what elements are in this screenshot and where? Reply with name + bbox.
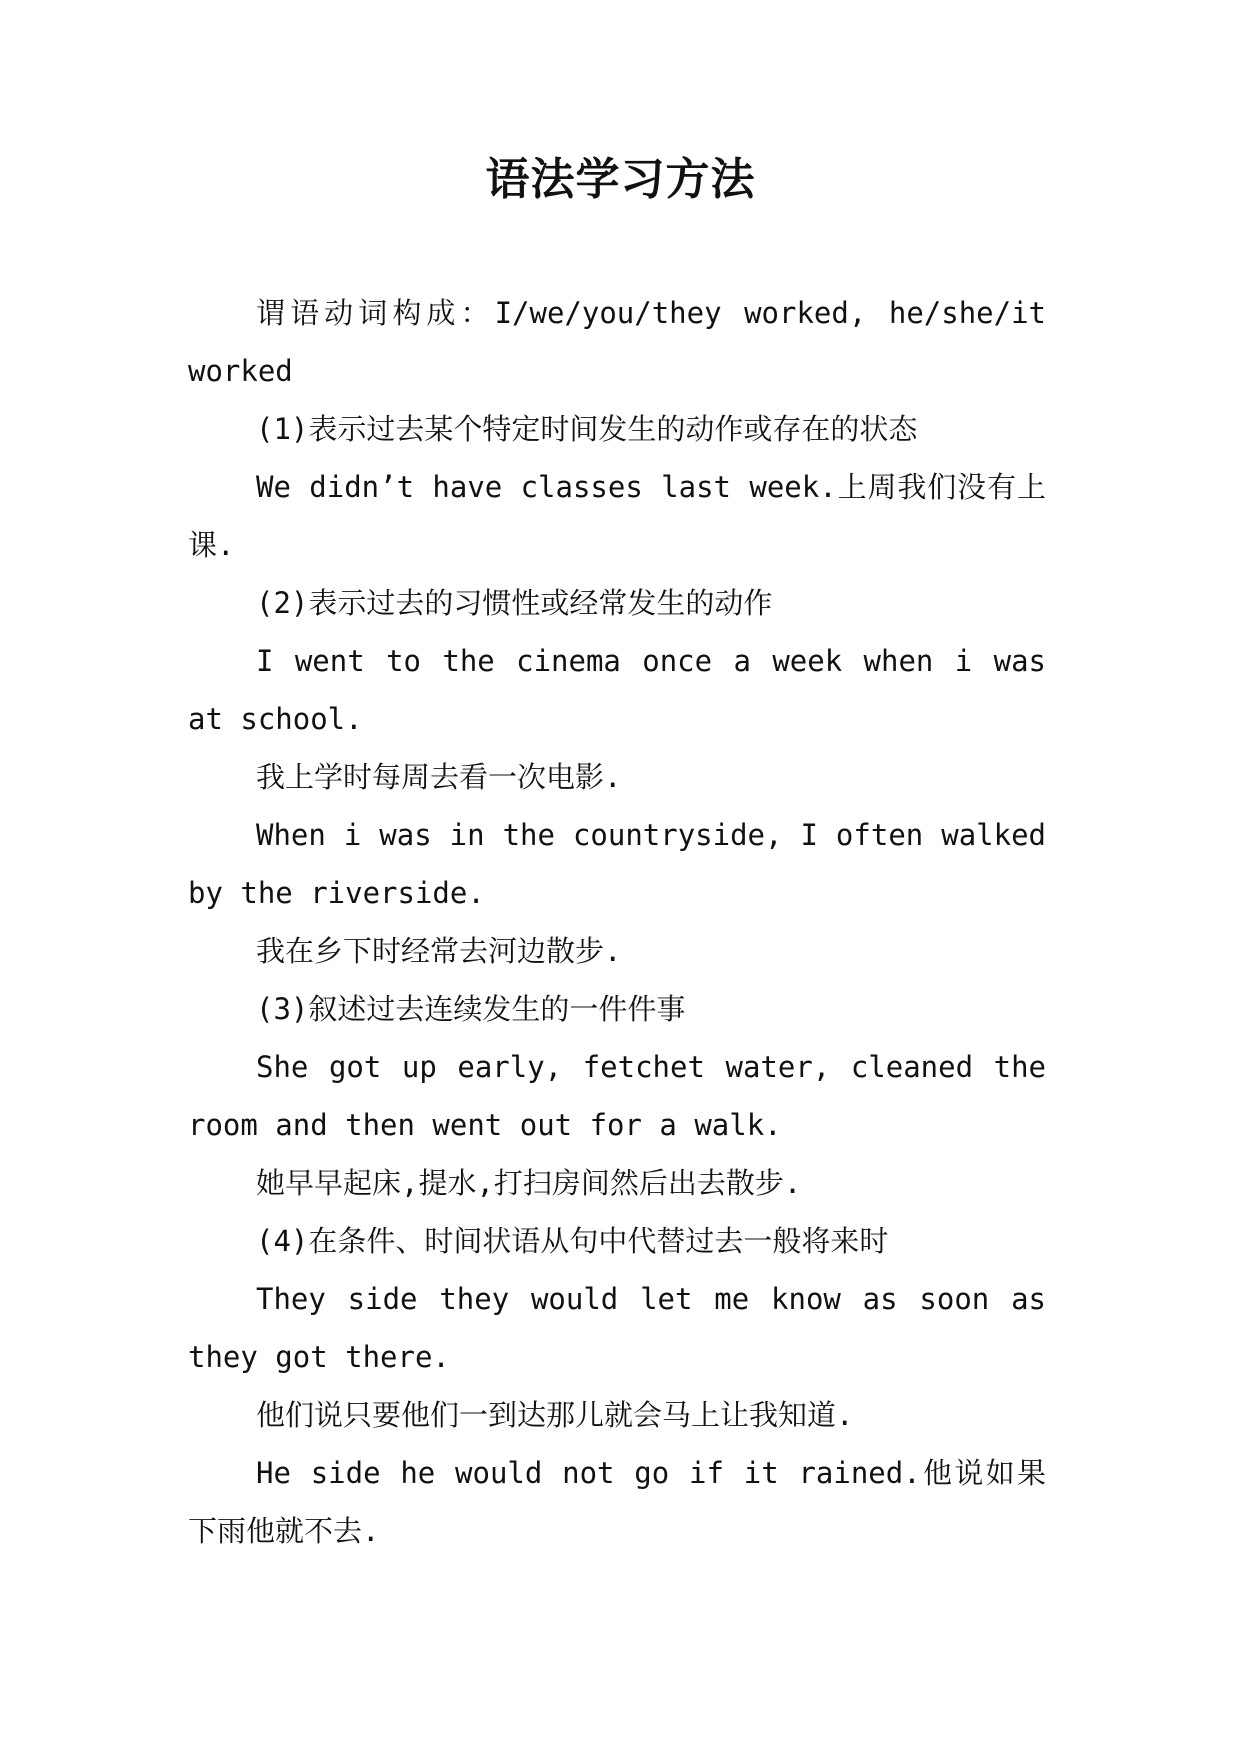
paragraph-example-5-zh: 他们说只要他们一到达那儿就会马上让我知道. xyxy=(256,1398,854,1432)
paragraph-example-4-en: She got up early, fetchet water, cleaned the room and then went out for a walk. xyxy=(188,1050,1046,1142)
paragraph-example-3-zh: 我在乡下时经常去河边散步. xyxy=(256,934,622,968)
paragraph-example-6: He side he would not go if it rained.他说如果下雨他就不去. xyxy=(188,1456,1046,1548)
document-body xyxy=(188,284,1046,1560)
paragraph-example-5-en: They side they would let me know as soon as they got there. xyxy=(188,1282,1046,1374)
paragraph-rule-4: (4)在条件、时间状语从句中代替过去一般将来时 xyxy=(256,1224,889,1258)
paragraph-example-3-en: When i was in the countryside, I often walked by the riverside. xyxy=(188,818,1046,910)
paragraph-example-4-zh: 她早早起床,提水,打扫房间然后出去散步. xyxy=(256,1166,802,1200)
paragraph-rule-1: (1)表示过去某个特定时间发生的动作或存在的状态 xyxy=(256,412,918,446)
paragraph-rule-3: (3)叙述过去连续发生的一件件事 xyxy=(256,992,686,1026)
paragraph-example-2-zh: 我上学时每周去看一次电影. xyxy=(256,760,622,794)
document-title: 语法学习方法 xyxy=(485,154,756,205)
paragraph-rule-2: (2)表示过去的习惯性或经常发生的动作 xyxy=(256,586,773,620)
paragraph-example-1: We didn’t have classes last week.上周我们没有上课. xyxy=(188,470,1046,562)
paragraph-example-2-en: I went to the cinema once a week when i was at school. xyxy=(188,644,1046,736)
paragraph-verb-form: 谓语动词构成：I/we/you/they worked, he/she/it worked xyxy=(188,296,1046,388)
